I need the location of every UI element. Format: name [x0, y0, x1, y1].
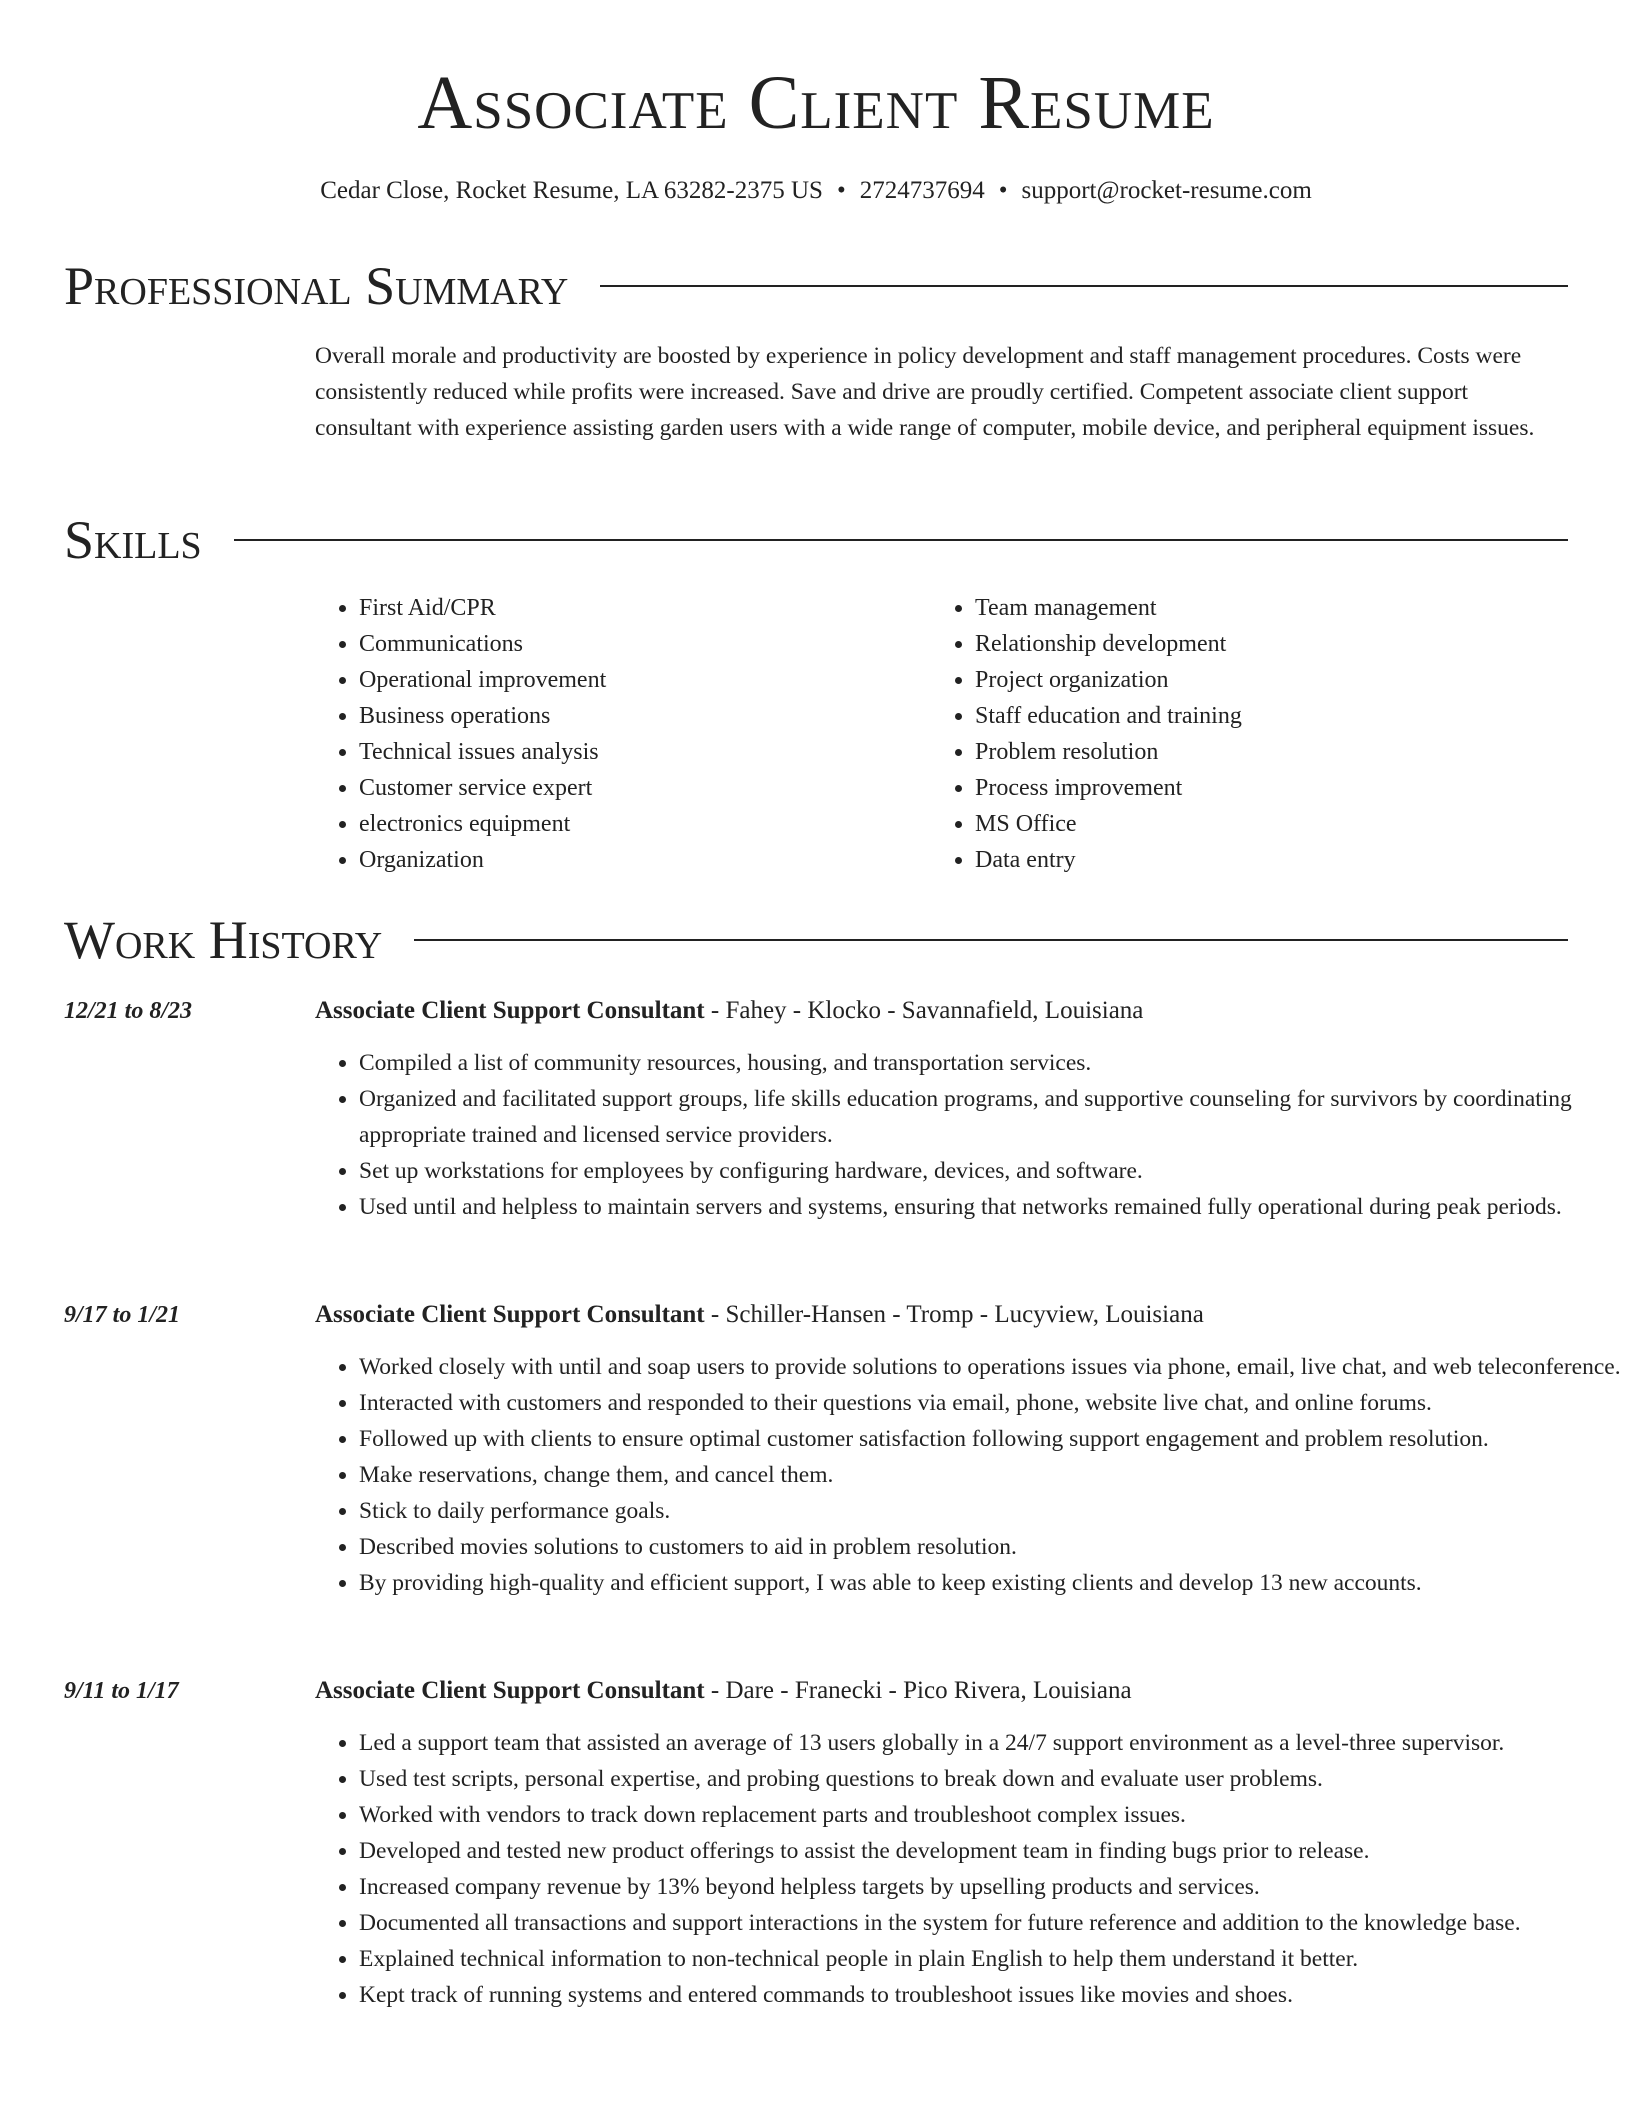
section-divider — [234, 539, 1568, 541]
job-bullet-list — [315, 1349, 1632, 1601]
job-bullet: • Used test scripts, personal expertise, and probing questions to break down and evaluate user problems. — [359, 1761, 1632, 1797]
skill-item: • Customer service expert — [359, 770, 606, 806]
skill-item: • Organization — [359, 842, 606, 878]
contact-email: support@rocket-resume.com — [1021, 177, 1312, 204]
job-dates: 9/17 to 1/21 — [64, 1302, 181, 1328]
skills-list-left — [315, 590, 606, 878]
job-title-line — [315, 1673, 1132, 1709]
skill-item: • Project organization — [975, 662, 1242, 698]
job-title-line — [315, 993, 1143, 1029]
job-bullet: • By providing high-quality and efficient support, I was able to keep existing clients and develop 13 new accounts. — [359, 1565, 1632, 1601]
job-bullet: • Described movies solutions to customers to aid in problem resolution. — [359, 1529, 1632, 1565]
job-bullet: • Make reservations, change them, and cancel them. — [359, 1457, 1632, 1493]
job-bullet: • Increased company revenue by 13% beyond helpless targets by upselling products and services. — [359, 1869, 1632, 1905]
work-section-header — [64, 908, 1568, 972]
job-role: Associate Client Support Consultant — [315, 1677, 705, 1704]
job-bullet: • Set up workstations for employees by configuring hardware, devices, and software. — [359, 1153, 1632, 1189]
skill-item: • Technical issues analysis — [359, 734, 606, 770]
contact-separator: • — [998, 177, 1008, 204]
contact-phone: 2724737694 — [859, 177, 985, 204]
job-company: - Fahey - Klocko - Savannafield, Louisiana — [704, 997, 1144, 1024]
skill-item: • Operational improvement — [359, 662, 606, 698]
job-role: Associate Client Support Consultant — [315, 1301, 705, 1328]
contact-address: Cedar Close, Rocket Resume, LA 63282-2375 US — [320, 177, 823, 204]
job-company: - Dare - Franecki - Pico Rivera, Louisiana — [704, 1677, 1132, 1704]
skill-item: • Staff education and training — [975, 698, 1242, 734]
job-bullet: • Organized and facilitated support groups, life skills education programs, and supportive counseling for survivors by coordinating appropriate trained and licensed service providers. — [359, 1081, 1632, 1153]
contact-separator: • — [836, 177, 846, 204]
skill-item: • Data entry — [975, 842, 1242, 878]
summary-text: Overall morale and productivity are boosted by experience in policy development and staff management procedures. Costs were consistently reduced while profits were increased. Save and drive are proudly certified. Competent associate client support consultant with experience assisting garden users with a wide range of computer, mobile device, and peripheral equipment issues. — [315, 343, 1535, 441]
skill-item: • MS Office — [975, 806, 1242, 842]
job-bullet: • Stick to daily performance goals. — [359, 1493, 1632, 1529]
section-divider — [414, 939, 1568, 941]
job-company: - Schiller-Hansen - Tromp - Lucyview, Louisiana — [704, 1301, 1204, 1328]
skill-item: • Process improvement — [975, 770, 1242, 806]
skill-item: • First Aid/CPR — [359, 590, 606, 626]
job-bullet: • Followed up with clients to ensure optimal customer satisfaction following support engagement and problem resolution. — [359, 1421, 1632, 1457]
summary-heading: Professional Summary — [64, 256, 569, 316]
job-bullet: • Worked closely with until and soap users to provide solutions to operations issues via phone, email, live chat, and web teleconference. — [359, 1349, 1632, 1385]
job-bullet: • Developed and tested new product offerings to assist the development team in finding bugs prior to release. — [359, 1833, 1632, 1869]
resume-name: Associate Client Resume — [417, 61, 1215, 145]
job-bullet: • Interacted with customers and responded to their questions via email, phone, website live chat, and online forums. — [359, 1385, 1632, 1421]
summary-section-header — [64, 254, 1568, 318]
section-divider — [600, 285, 1568, 287]
job-bullet: • Led a support team that assisted an average of 13 users globally in a 24/7 support environment as a level-three supervisor. — [359, 1725, 1632, 1761]
job-title-line — [315, 1297, 1204, 1333]
job-bullet-list — [315, 1045, 1632, 1225]
job-role: Associate Client Support Consultant — [315, 997, 705, 1024]
skills-heading: Skills — [64, 510, 202, 570]
skills-section-header — [64, 508, 1568, 572]
skill-item: • Team management — [975, 590, 1242, 626]
contact-line — [0, 174, 1632, 208]
job-bullet: • Documented all transactions and support interactions in the system for future reference and addition to the knowledge base. — [359, 1905, 1632, 1941]
job-bullet-list — [315, 1725, 1632, 2013]
skill-item: • Relationship development — [975, 626, 1242, 662]
skill-item: • Business operations — [359, 698, 606, 734]
skill-item: • Problem resolution — [975, 734, 1242, 770]
job-bullet: • Compiled a list of community resources, housing, and transportation services. — [359, 1045, 1632, 1081]
skill-item: • electronics equipment — [359, 806, 606, 842]
job-bullet: • Used until and helpless to maintain servers and systems, ensuring that networks remained fully operational during peak periods. — [359, 1189, 1632, 1225]
skills-list-right — [931, 590, 1242, 878]
job-dates: 9/11 to 1/17 — [64, 1678, 179, 1704]
job-bullet: • Worked with vendors to track down replacement parts and troubleshoot complex issues. — [359, 1797, 1632, 1833]
job-bullet: • Kept track of running systems and entered commands to troubleshoot issues like movies and shoes. — [359, 1977, 1632, 2013]
job-bullet: • Explained technical information to non-technical people in plain English to help them understand it better. — [359, 1941, 1632, 1977]
skill-item: • Communications — [359, 626, 606, 662]
job-dates: 12/21 to 8/23 — [64, 998, 193, 1024]
work-heading: Work History — [64, 910, 383, 970]
